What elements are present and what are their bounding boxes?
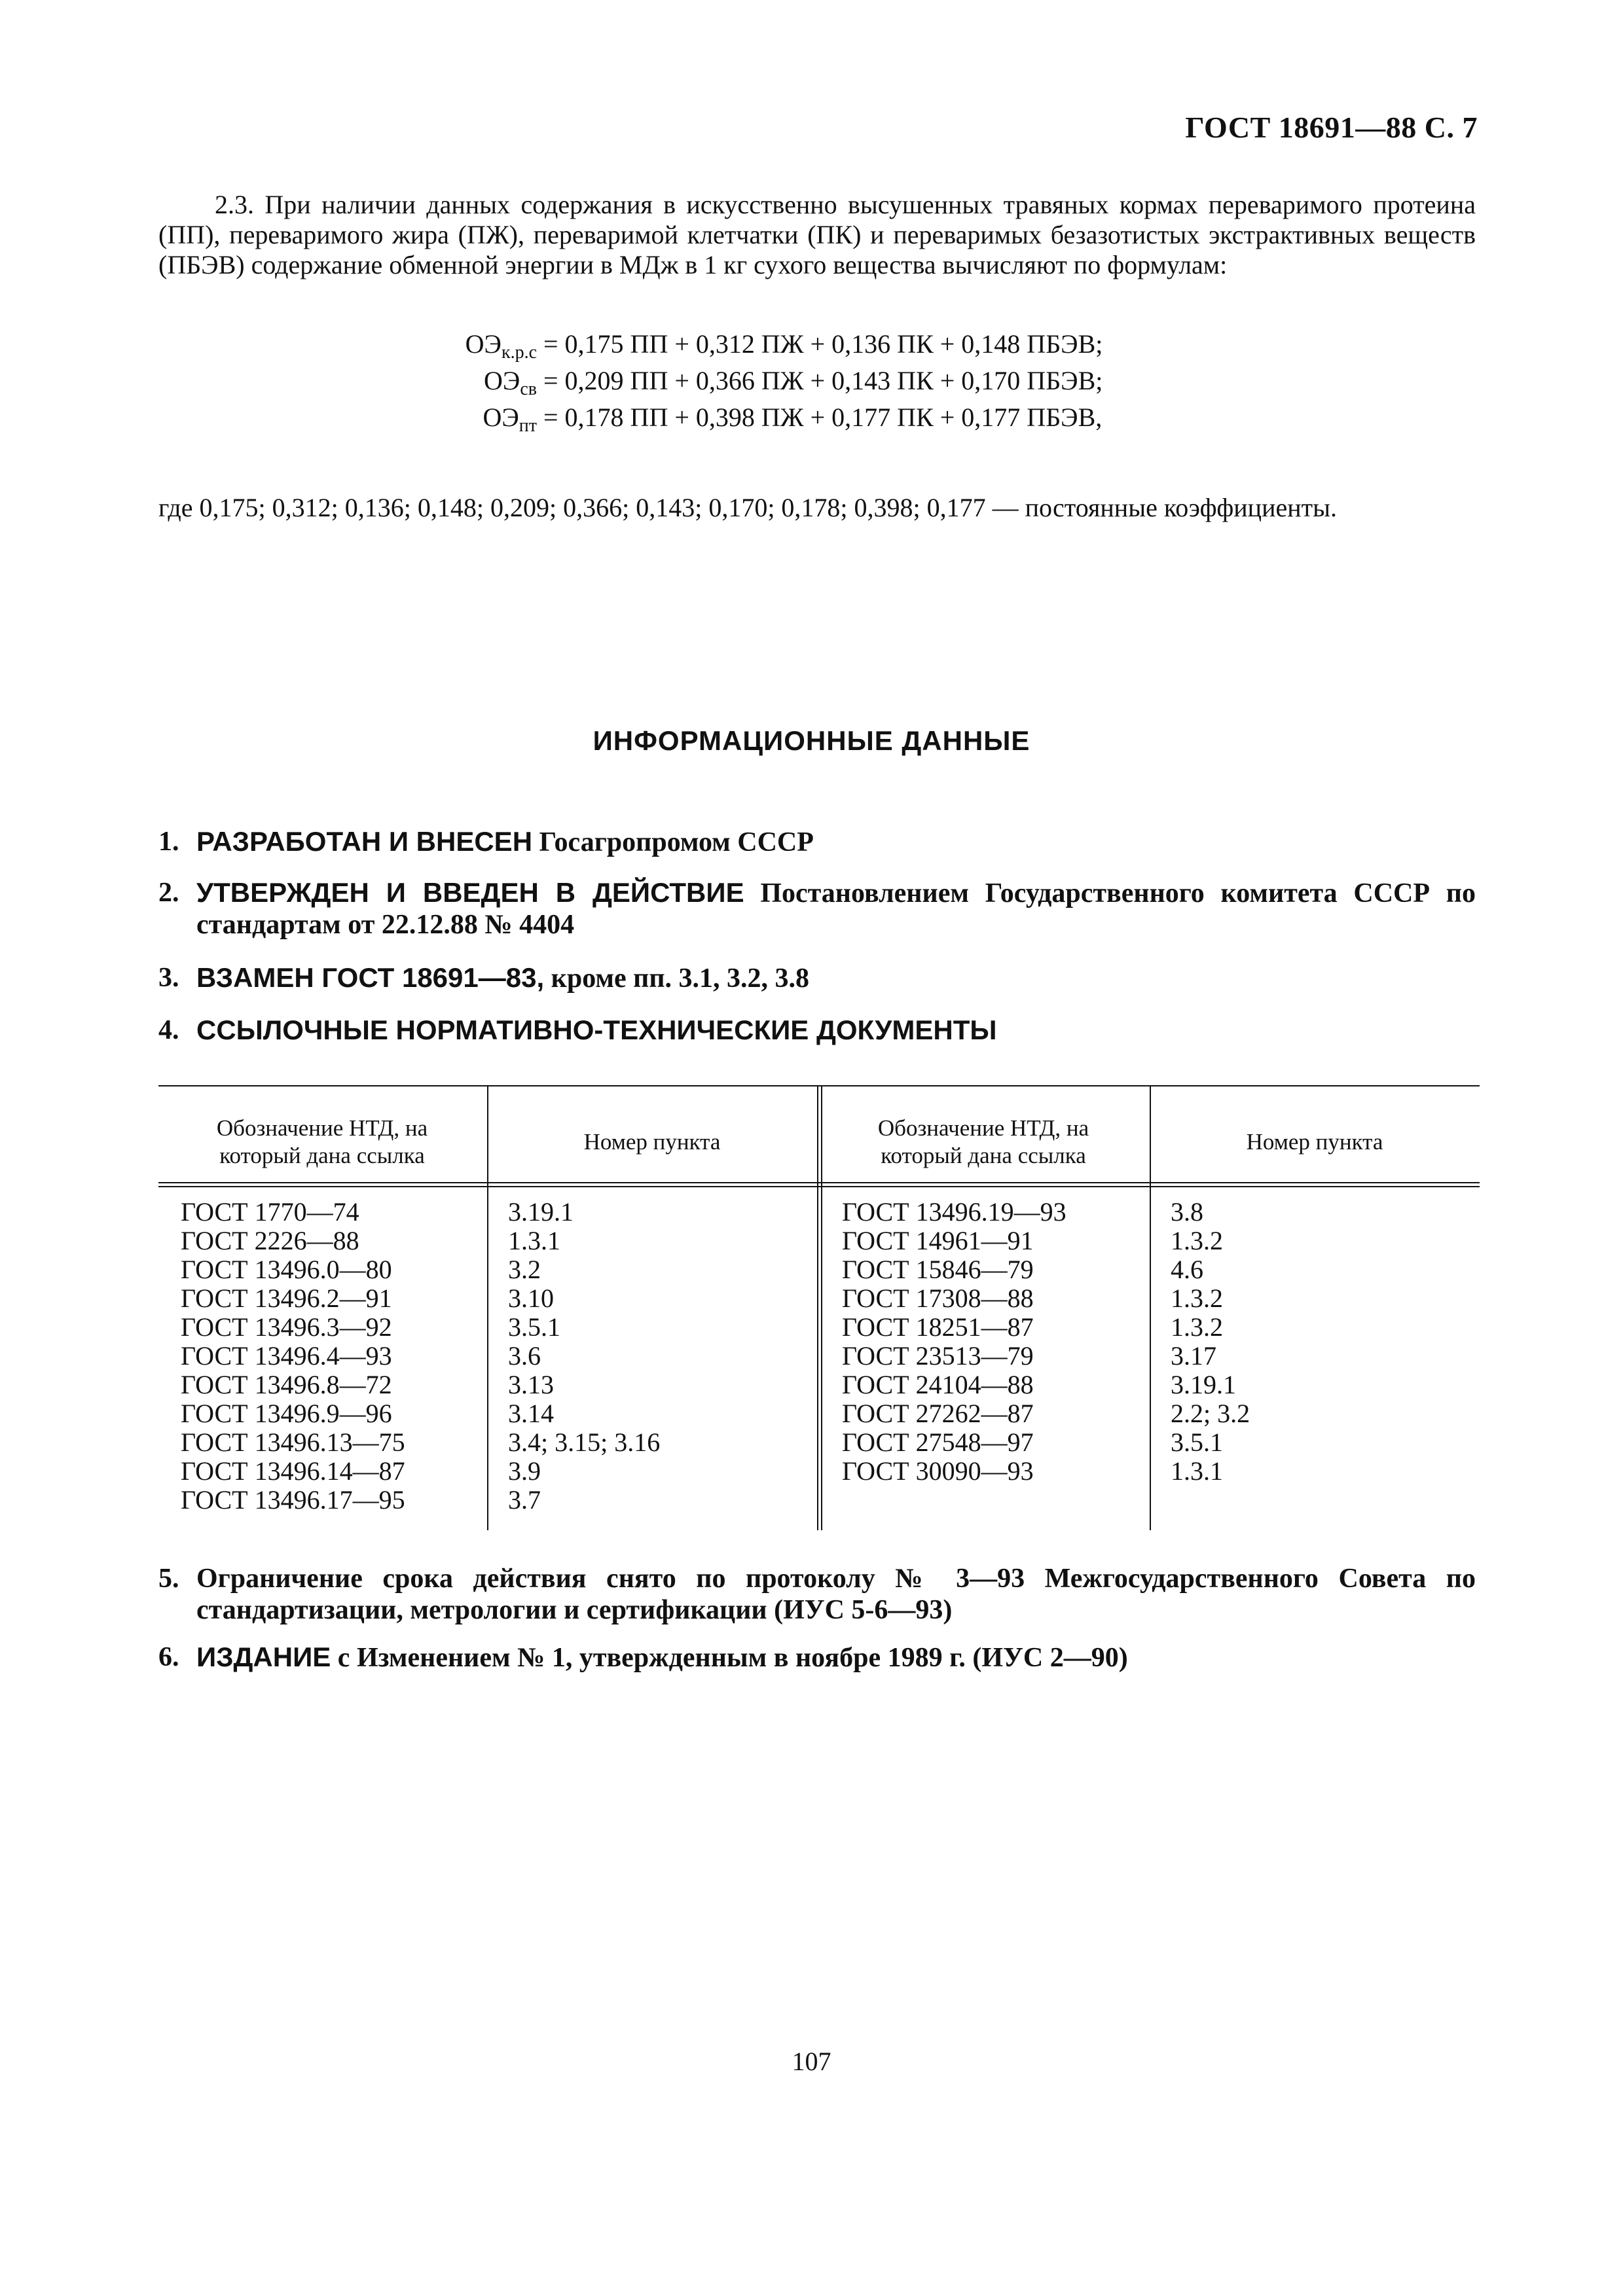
info-section-title: ИНФОРМАЦИОННЫЕ ДАННЫЕ	[593, 725, 1030, 756]
formula-block	[426, 326, 1103, 436]
info-item-2: 2. УТВЕРЖДЕН И ВВЕДЕН В ДЕЙСТВИЕ Постановлением Государственного комитета СССР по стандартам от 22.12.88 № 4404	[158, 877, 1476, 940]
table-cell-doc: ГОСТ 30090—93	[842, 1456, 1034, 1486]
page-number: 107	[792, 2047, 831, 2076]
table-cell-point: 3.6	[508, 1341, 541, 1371]
table-column-right-docs	[842, 1198, 1067, 1486]
paragraph-2-3: 2.3. При наличии данных содержания в искусственно высушенных травяных кормах переваримого протеина (ПП), переваримого жира (ПЖ), переваримой клетчатки (ПК) и переваримых безазотистых экстрактивных веществ (ПБЭВ) содержание обменной энергии в МДж в 1 кг сухого вещества вычисляют по формулам:	[158, 190, 1476, 279]
info-item-5: 5. Ограничение срока действия снято по протоколу № 3—93 Межгосударственного Совета по стандартизации, метрологии и сертификации (ИУС 5-6—93)	[158, 1564, 1476, 1625]
table-cell-point: 2.2; 3.2	[1171, 1399, 1250, 1428]
table-cell-doc: ГОСТ 17308—88	[842, 1283, 1034, 1313]
table-cell-point: 3.19.1	[1171, 1370, 1236, 1399]
table-header-point-left: Номер пункта	[583, 1129, 721, 1155]
table-cell-point: 3.7	[508, 1485, 541, 1515]
table-cell-doc: ГОСТ 1770—74	[181, 1197, 359, 1227]
table-cell-point: 3.5.1	[1171, 1427, 1223, 1457]
info-item-4: 4. ССЫЛОЧНЫЕ НОРМАТИВНО-ТЕХНИЧЕСКИЕ ДОКУМЕНТЫ	[158, 1014, 997, 1045]
table-header-point-right: Номер пункта	[1246, 1129, 1383, 1155]
info-item-3: 3. ВЗАМЕН ГОСТ 18691—83, кроме пп. 3.1, 3.2, 3.8	[158, 962, 810, 994]
table-cell-doc: ГОСТ 13496.2—91	[181, 1283, 392, 1313]
table-column-right-points	[1171, 1198, 1250, 1486]
formula-rhs: = 0,178 ПП + 0,398 ПЖ + 0,177 ПК + 0,177 ПБЭВ,	[543, 403, 1103, 432]
table-cell-point: 3.10	[508, 1283, 554, 1313]
table-cell-point: 1.3.2	[1171, 1283, 1223, 1313]
table-cell-point: 3.9	[508, 1456, 541, 1486]
formula-rhs: = 0,175 ПП + 0,312 ПЖ + 0,136 ПК + 0,148 ПБЭВ;	[543, 329, 1103, 359]
table-cell-point: 3.5.1	[508, 1312, 560, 1342]
table-column-left-points	[508, 1198, 660, 1515]
table-cell-point: 1.3.1	[1171, 1456, 1223, 1486]
table-cell-point: 3.8	[1171, 1197, 1203, 1227]
table-cell-doc: ГОСТ 15846—79	[842, 1255, 1034, 1284]
table-divider	[821, 1085, 822, 1530]
table-cell-point: 3.2	[508, 1255, 541, 1284]
table-cell-point: 3.19.1	[508, 1197, 574, 1227]
formula-lhs: $ОЭ_{св}$	[484, 366, 537, 399]
page-header: ГОСТ 18691—88 С. 7	[1185, 111, 1478, 144]
references-table	[158, 1085, 1480, 1532]
table-header-rule-2	[158, 1186, 1480, 1187]
coefficients-note: где 0,175; 0,312; 0,136; 0,148; 0,209; 0,366; 0,143; 0,170; 0,178; 0,398; 0,177 — постоянные коэффициенты.	[158, 493, 1337, 522]
table-cell-doc: ГОСТ 13496.19—93	[842, 1197, 1067, 1227]
table-cell-doc: ГОСТ 13496.8—72	[181, 1370, 392, 1399]
formula-lhs: $ОЭ_{пт}$	[483, 403, 537, 436]
table-cell-doc: ГОСТ 13496.9—96	[181, 1399, 392, 1428]
table-cell-point: 3.14	[508, 1399, 554, 1428]
table-cell-doc: ГОСТ 13496.4—93	[181, 1341, 392, 1371]
table-cell-point: 4.6	[1171, 1255, 1203, 1284]
table-cell-point: 3.4; 3.15; 3.16	[508, 1427, 661, 1457]
table-cell-point: 1.3.2	[1171, 1226, 1223, 1255]
formula-rhs: = 0,209 ПП + 0,366 ПЖ + 0,143 ПК + 0,170 ПБЭВ;	[543, 366, 1103, 395]
table-cell-doc: ГОСТ 27262—87	[842, 1399, 1034, 1428]
table-column-left-docs	[181, 1198, 405, 1515]
table-cell-doc: ГОСТ 27548—97	[842, 1427, 1034, 1457]
info-item-6: 6. ИЗДАНИЕ с Изменением № 1, утвержденным в ноябре 1989 г. (ИУС 2—90)	[158, 1641, 1128, 1673]
info-item-1: 1. РАЗРАБОТАН И ВНЕСЕН Госагропромом СССР	[158, 826, 814, 857]
table-cell-point: 3.17	[1171, 1341, 1216, 1371]
table-header-doc-left: Обозначение НТД, на который дана ссылка	[216, 1115, 428, 1168]
table-cell-doc: ГОСТ 13496.13—75	[181, 1427, 405, 1457]
table-divider	[817, 1085, 818, 1530]
table-cell-doc: ГОСТ 13496.17—95	[181, 1485, 405, 1515]
table-top-rule	[158, 1085, 1480, 1086]
formula-sv	[426, 363, 1103, 399]
table-cell-doc: ГОСТ 13496.0—80	[181, 1255, 392, 1284]
table-cell-doc: ГОСТ 24104—88	[842, 1370, 1034, 1399]
table-cell-doc: ГОСТ 14961—91	[842, 1226, 1034, 1255]
table-cell-doc: ГОСТ 13496.3—92	[181, 1312, 392, 1342]
table-cell-doc: ГОСТ 13496.14—87	[181, 1456, 405, 1486]
table-cell-doc: ГОСТ 2226—88	[181, 1226, 359, 1255]
table-cell-point: 1.3.1	[508, 1226, 560, 1255]
table-cell-doc: ГОСТ 23513—79	[842, 1341, 1034, 1371]
table-cell-doc: ГОСТ 18251—87	[842, 1312, 1034, 1342]
formula-pt	[426, 399, 1103, 436]
table-cell-point: 1.3.2	[1171, 1312, 1223, 1342]
formula-krs	[426, 326, 1103, 363]
formula-lhs: $ОЭ_{к.р.с}$	[465, 329, 537, 363]
table-cell-point: 3.13	[508, 1370, 554, 1399]
table-header-doc-right: Обозначение НТД, на который дана ссылка	[877, 1115, 1089, 1168]
